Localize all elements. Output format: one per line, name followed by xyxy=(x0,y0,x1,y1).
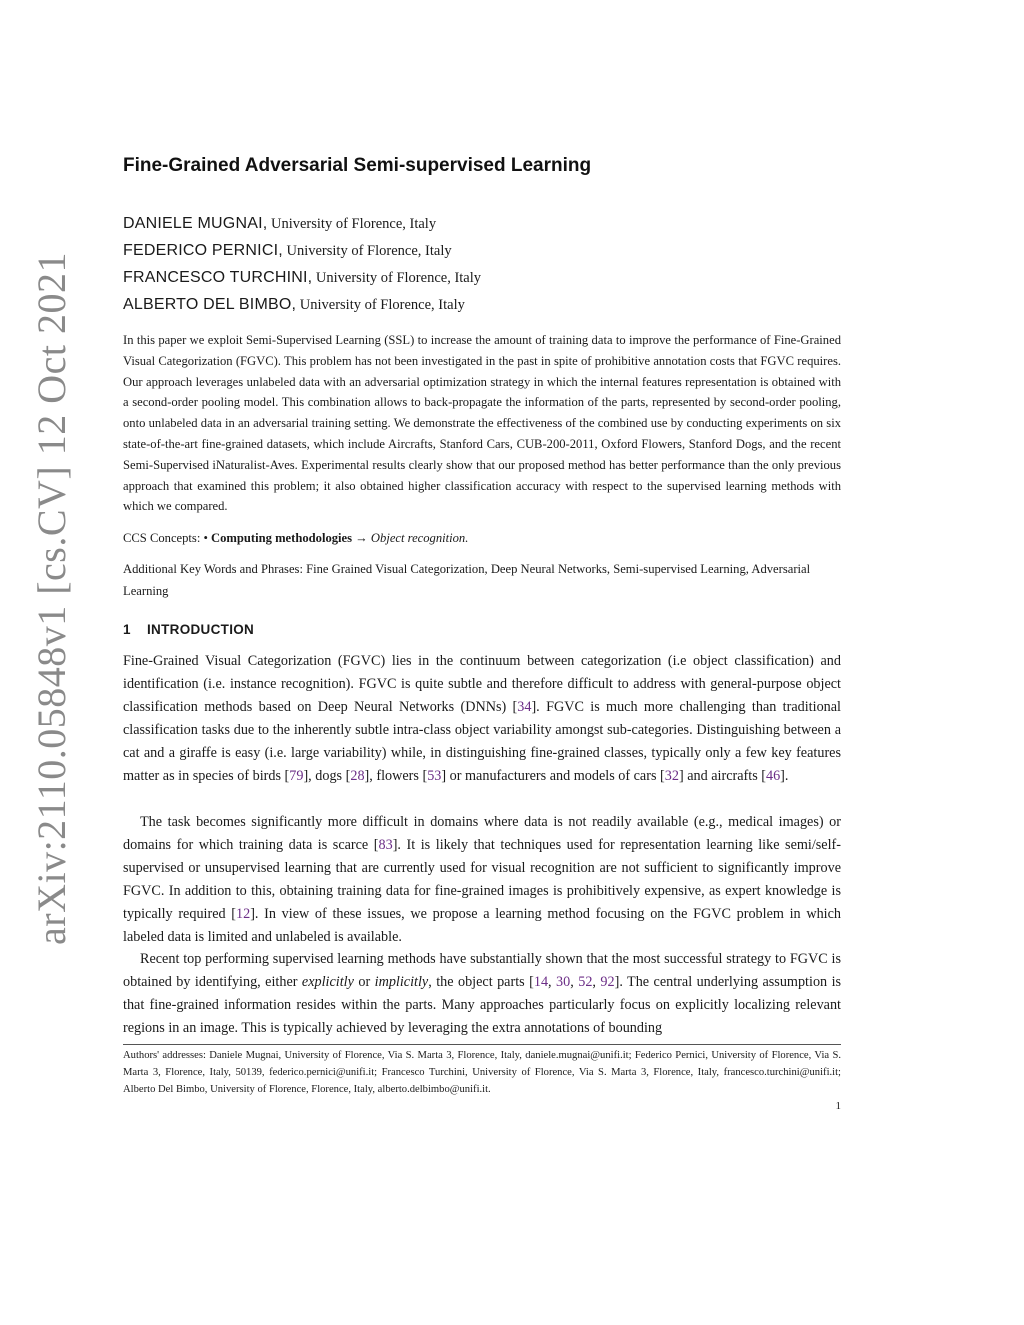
citation-link[interactable]: 34 xyxy=(517,699,532,715)
paragraph-text: , xyxy=(592,974,601,990)
paragraph-text: ]. The central underlying assumption is that fine-grained information resides within the parts. Many approaches particularly focus on explicitly localizing relevant regions in an image. This is typically achieved by leveraging the extra annotations of bounding xyxy=(123,974,842,1036)
author-name: ALBERTO DEL BIMBO, xyxy=(123,296,297,313)
citation-link[interactable]: 14 xyxy=(533,974,549,990)
author-affiliation: University of Florence, Italy xyxy=(282,243,452,259)
citation-link[interactable]: 92 xyxy=(600,974,615,990)
citation-link[interactable]: 46 xyxy=(765,768,781,784)
paper-title: Fine-Grained Adversarial Semi-supervised Learning xyxy=(123,155,592,176)
author-entry xyxy=(123,295,843,315)
citation-link[interactable]: 32 xyxy=(664,768,679,784)
paragraph-text: , xyxy=(548,974,557,990)
body-paragraph xyxy=(123,650,841,788)
citation-link[interactable]: 52 xyxy=(578,974,593,990)
additional-keywords: Additional Key Words and Phrases: Fine Grained Visual Categorization, Deep Neural Networks, Semi-supervised Learning, Adversarial Learning xyxy=(123,562,811,598)
ccs-prefix: CCS Concepts: • xyxy=(123,531,212,545)
paragraph-text: or xyxy=(353,974,375,990)
paragraph-text: Fine-Grained Visual Categorization (FGVC) lies in the continuum between categorization (i.e object classification) and identification (i.e. instance recognition). FGVC is quite subtle and therefore difficult to address with general-purpose object classification methods based on Deep Neural Networks (DNNs) [ xyxy=(123,653,841,715)
citation-link[interactable]: 28 xyxy=(350,768,365,784)
paragraph-text: ], flowers [ xyxy=(364,768,428,784)
ccs-concepts xyxy=(123,528,841,548)
paragraph-text: ]. In view of these issues, we propose a learning method focusing on the FGVC problem in which labeled data is limited and unlabeled is available. xyxy=(123,906,841,945)
section-number: 1 xyxy=(123,622,131,637)
author-name: DANIELE MUGNAI, xyxy=(123,215,268,232)
abstract: In this paper we exploit Semi-Supervised Learning (SSL) to increase the amount of training data to improve the performance of Fine-Grained Visual Categorization (FGVC). This problem has not been investigated in the past in spite of prohibitive annotation costs that FGVC requires. Our approach leverages unlabeled data with an adversarial optimization strategy in which the internal features representation is obtained with a second-order pooling model. This combination allows to back-propagate the information of the parts, represented by second-order pooling, onto unlabeled data in an adversarial training setting. We demonstrate the effectiveness of the combined use by conducting experiments on six state-of-the-art fine-grained datasets, which include Aircrafts, Stanford Cars, CUB-200-2011, Oxford Flowers, Stanford Dogs, and the recent Semi-Supervised iNaturalist-Aves. Experimental results clearly show that our proposed method has better performance than the only previous approach that examined this problem; it also obtained higher classification accuracy with respect to the supervised learning methods with which we compared. xyxy=(123,333,841,514)
body-paragraph xyxy=(123,948,841,1040)
ccs-arrow: → xyxy=(352,531,371,545)
section-title: INTRODUCTION xyxy=(147,622,255,637)
arxiv-identifier-stamp: arXiv:2110.05848v1 [cs.CV] 12 Oct 2021 xyxy=(29,252,74,945)
paragraph-text: The task becomes significantly more difficult in domains where data is not readily available (e.g., medical images) or domains for which training data is scarce [ xyxy=(123,814,841,853)
author-affiliation: University of Florence, Italy xyxy=(312,270,482,286)
body-paragraph xyxy=(123,811,841,949)
paragraph-text: ], dogs [ xyxy=(303,768,351,784)
paragraph-text: ]. FGVC is much more challenging than traditional classification tasks due to the inherently subtle intra-class object variability amongst sub-categories. Distinguishing between a cat and a giraffe is easy (i.e. large variability) while, in distinguishing fine-grained classes, typically only a few key features matter as in species of birds [ xyxy=(123,699,841,784)
section-heading xyxy=(123,622,841,637)
emphasized-text: explicitly xyxy=(301,974,354,990)
paragraph-text: , the object parts [ xyxy=(428,974,534,990)
paragraph-text: ]. It is likely that techniques used for representation learning like semi/self-supervised or unsupervised learning that are currently used for visual recognition are not sufficient to significantly improve FGVC. In addition to this, obtaining training data for fine-grained images is prohibitively expensive, as expert knowledge is typically required [ xyxy=(123,837,841,922)
paragraph-text: , xyxy=(570,974,579,990)
page-number: 1 xyxy=(835,1100,841,1112)
author-affiliation: University of Florence, Italy xyxy=(267,216,437,232)
footnote-divider xyxy=(123,1044,841,1045)
author-affiliation: University of Florence, Italy xyxy=(296,297,465,313)
citation-link[interactable]: 79 xyxy=(289,768,304,784)
emphasized-text: implicitly xyxy=(374,974,429,990)
paragraph-text: ]. xyxy=(780,768,789,784)
ccs-subconcept: Object recognition. xyxy=(370,531,469,545)
citation-link[interactable]: 30 xyxy=(556,974,571,990)
paragraph-text: ] or manufacturers and models of cars [ xyxy=(441,768,665,784)
author-name: FRANCESCO TURCHINI, xyxy=(123,269,313,286)
citation-link[interactable]: 53 xyxy=(427,768,442,784)
paragraph-text: ] and aircrafts [ xyxy=(678,768,766,784)
citation-link[interactable]: 12 xyxy=(236,906,251,922)
author-entry xyxy=(123,214,843,234)
citation-link[interactable]: 83 xyxy=(378,837,393,853)
author-entry xyxy=(123,241,843,261)
author-addresses-footnote: Authors' addresses: Daniele Mugnai, University of Florence, Via S. Marta 3, Florence, Italy, daniele.mugnai@unifi.it; Federico Pernici, University of Florence, Via S. Marta 3, Florence, Italy, 50139, federico.pernici@unifi.it; Francesco Turchini, University of Florence, Via S. Marta 3, Florence, Italy, francesco.turchini@unifi.it; Alberto Del Bimbo, University of Florence, Florence, Italy, alberto.delbimbo@unifi.it. xyxy=(123,1050,841,1095)
paragraph-text: Recent top performing supervised learning methods have substantially shown that the most successful strategy to FGVC is obtained by identifying, either xyxy=(123,951,841,990)
author-entry xyxy=(123,268,843,288)
ccs-concept: Computing methodologies xyxy=(211,531,353,545)
author-name: FEDERICO PERNICI, xyxy=(123,242,283,259)
